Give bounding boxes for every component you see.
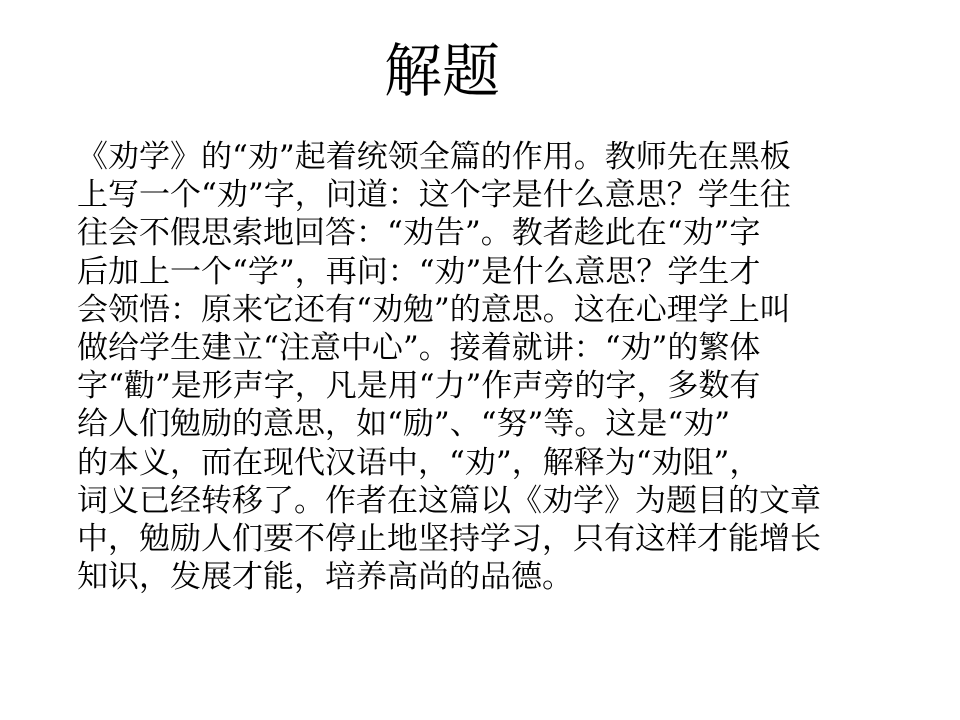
body-line-3: 往会不假思索地回答：“劝告”。教者趁此在“劝”字: [77, 215, 761, 252]
body-line-9: 的本义，而在现代汉语中，“劝”，解释为“劝阻”，: [77, 444, 761, 481]
body-line-12: 知识，发展才能，培养高尚的品德。: [77, 559, 573, 596]
body-line-5: 会领悟：原来它还有“劝勉”的意思。这在心理学上叫: [77, 291, 791, 328]
slide-title: 解题: [383, 37, 500, 105]
body-line-2: 上写一个“劝”字，问道：这个字是什么意思？学生往: [77, 177, 791, 214]
body-line-7: 字“勸”是形声字，凡是用“力”作声旁的字，多数有: [77, 368, 761, 405]
body-line-6: 做给学生建立“注意中心”。接着就讲：“劝”的繁体: [77, 330, 761, 367]
body-line-10: 词义已经转移了。作者在这篇以《劝学》为题目的文章: [77, 482, 821, 519]
body-line-8: 给人们勉励的意思，如“励”、“努”等。这是“劝”: [77, 406, 731, 443]
body-line-11: 中，勉励人们要不停止地坚持学习，只有这样才能增长: [77, 521, 821, 558]
slide-body-text: [77, 138, 847, 596]
body-line-1: 《劝学》的“劝”起着统领全篇的作用。教师先在黑板: [77, 139, 791, 175]
body-line-4: 后加上一个“学”，再问：“劝”是什么意思？学生才: [77, 253, 761, 290]
